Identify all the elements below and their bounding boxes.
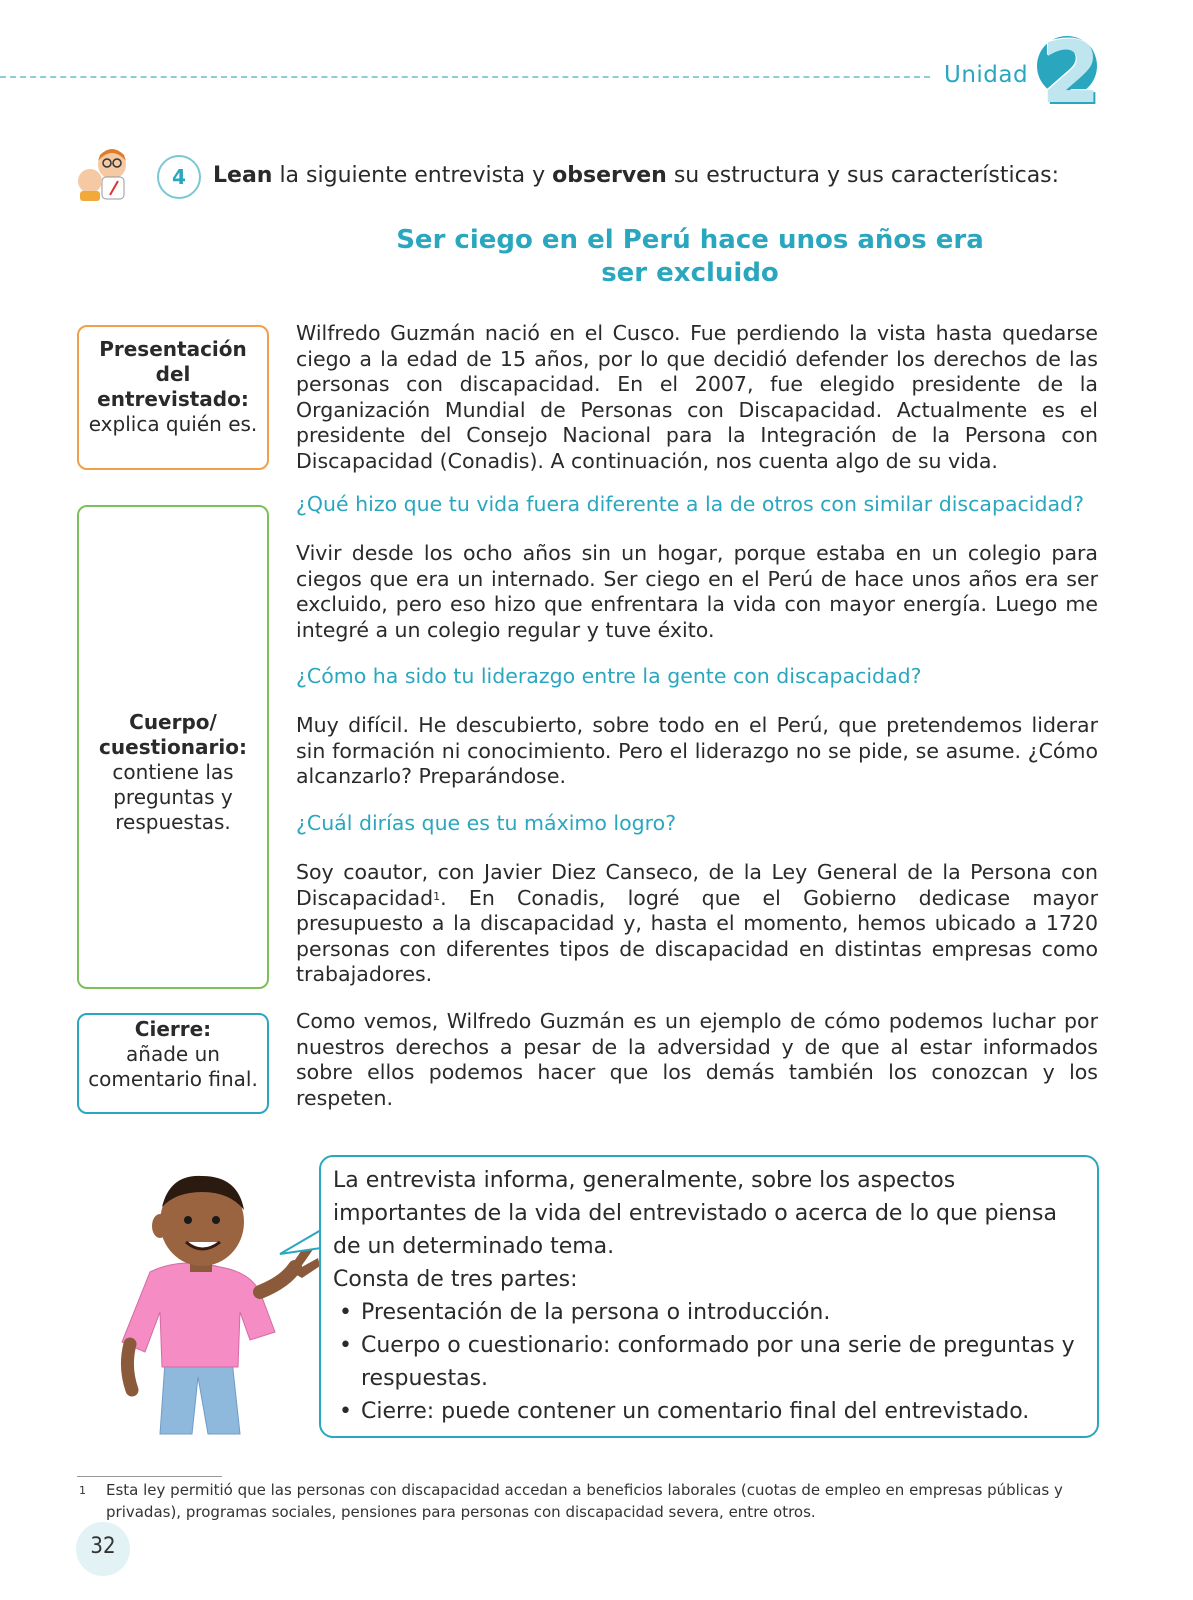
- step-number: 4: [157, 155, 201, 199]
- closing-paragraph: Como vemos, Wilfredo Guzmán es un ejemplo de cómo podemos luchar por nuestros derechos a pesar de la adversidad y de que al estar informados sobre ellos podemos hacer que los demás también los conozcan y los respeten.: [296, 1009, 1098, 1110]
- unit-label: Unidad: [944, 62, 1029, 88]
- list-item: • Presentación de la persona o introducción.: [333, 1296, 1089, 1329]
- info-speech-bubble: [319, 1155, 1099, 1438]
- answer-1: Vivir desde los ocho años sin un hogar, porque estaba en un colegio para ciegos que era un internado. Ser ciego en el Perú de hace unos años era ser excluido, pero eso hizo que enfrentara la vida con mayor energía. Luego me integré a un colegio regular y tuve éxito.: [296, 541, 1098, 642]
- interview-title: Ser ciego en el Perú hace unos años era ser excluido: [396, 225, 984, 288]
- footnote-text: Esta ley permitió que las personas con discapacidad accedan a beneficios laborales (cuotas de empleo en empresas públicas y privadas), programas sociales, pensiones para personas con discapacidad severa, entre otros.: [106, 1481, 1063, 1521]
- list-item: • Cuerpo o cuestionario: conformado por una serie de preguntas y respuestas.: [333, 1329, 1089, 1395]
- intro-paragraph: Wilfredo Guzmán nació en el Cusco. Fue perdiendo la vista hasta quedarse ciego a la edad de 15 años, por lo que decidió defender los derechos de las personas con discapacidad. En el 2007, fue elegido presidente de la Organización Mundial de Personas con Discapacidad. Actualmente es el presidente del Consejo Nacional para la Integración de la Persona con Discapacidad (Conadis). A continuación, nos cuenta algo de su vida.: [296, 321, 1098, 473]
- question-1: ¿Qué hizo que tu vida fuera diferente a la de otros con similar discapacidad?: [296, 492, 1084, 516]
- footnote-rule: [77, 1476, 222, 1477]
- unit-number: 2: [1041, 23, 1101, 123]
- group-work-icon: [74, 145, 136, 201]
- activity-instruction: Lean la siguiente entrevista y observen su estructura y sus características:: [213, 163, 1060, 188]
- unit-number-badge: [1033, 23, 1101, 123]
- page-number: 32: [90, 1534, 116, 1559]
- list-item: • Cierre: puede contener un comentario final del entrevistado.: [333, 1395, 1089, 1428]
- answer-2: Muy difícil. He descubierto, sobre todo en el Perú, que pretendemos liderar sin formación ni conocimiento. Pero el liderazgo no se pide, se asume. ¿Cómo alcanzarlo? Preparándose.: [296, 713, 1098, 789]
- footnote-ref[interactable]: 1: [433, 889, 441, 903]
- question-3: ¿Cuál dirías que es tu máximo logro?: [296, 811, 677, 835]
- header-dashed-line: [0, 76, 930, 78]
- answer-3: Soy coautor, con Javier Diez Canseco, de la Ley General de la Persona con Discapacidad$^1$. En Conadis, logré que el Gobierno dedicase mayor presupuesto a la discapacidad y, hasta el momento, hemos ubicado a 1720 personas con diferentes tipos de discapacidad en distintas empresas como trabajadores.: [296, 860, 1098, 987]
- label-closing: Cierre: añade un comentario final.: [77, 1013, 269, 1114]
- label-presentation: Presentación del entrevistado: explica quién es.: [77, 325, 269, 470]
- bubble-parts-list: [333, 1296, 1089, 1428]
- footnote-number: 1: [79, 1484, 86, 1497]
- label-body: Cuerpo/ cuestionario: contiene las preguntas y respuestas.: [77, 505, 269, 989]
- speech-bubble-tail: [278, 1228, 322, 1268]
- bubble-definition: La entrevista informa, generalmente, sobre los aspectos importantes de la vida del entrevistado o acerca de lo que piensa de un determinado tema.: [333, 1168, 1057, 1259]
- boy-illustration: [110, 1162, 320, 1437]
- question-2: ¿Cómo ha sido tu liderazgo entre la gente con discapacidad?: [296, 664, 922, 688]
- bubble-parts-intro: Consta de tres partes:: [333, 1267, 578, 1292]
